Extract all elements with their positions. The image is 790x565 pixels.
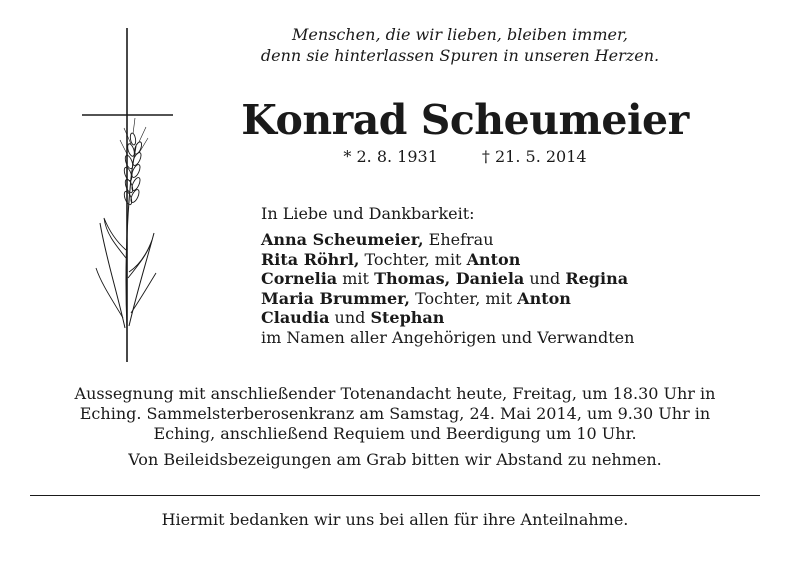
motto-line-2: denn sie hinterlassen Spuren in unseren Herzen.: [260, 46, 660, 65]
family-row: [261, 289, 721, 309]
family-child-name: Regina: [565, 269, 629, 288]
family-partner-name: Anton: [466, 249, 521, 269]
service-info-line-3: Eching, anschließend Requiem und Beerdigung um 10 Uhr.: [153, 424, 637, 443]
family-closing: im Namen aller Angehörigen und Verwandten: [261, 327, 635, 347]
family-child-name: Stephan: [370, 308, 445, 327]
family-member-name: Claudia: [261, 308, 330, 327]
family-children-names: Thomas, Daniela: [374, 269, 525, 288]
family-list: [261, 203, 721, 347]
service-info: [20, 384, 770, 470]
family-row: [261, 308, 721, 328]
family-partner-name: Anton: [517, 288, 571, 308]
family-member-name: Rita Röhrl,: [261, 249, 360, 269]
family-member-name: Maria Brummer,: [261, 288, 410, 308]
divider: [30, 495, 760, 496]
family-relation: Ehefrau: [423, 230, 494, 249]
family-relation: Tochter, mit: [409, 288, 518, 308]
motto: [200, 24, 720, 66]
thanks-line: Hiermit bedanken wir uns bei allen für ihre Anteilnahme.: [161, 510, 629, 529]
condolence-note: Von Beileidsbezeigungen am Grab bitten wir Abstand zu nehmen.: [128, 450, 662, 469]
family-relation: Tochter, mit: [359, 249, 467, 269]
family-relation: mit: [337, 269, 375, 288]
family-row: [261, 250, 721, 270]
family-connector: und: [329, 308, 371, 327]
life-dates: [200, 146, 730, 168]
motto-line-1: Menschen, die wir lieben, bleiben immer,: [292, 25, 628, 44]
service-info-line-1: Aussegnung mit anschließender Totenandacht heute, Freitag, um 18.30 Uhr in: [74, 384, 716, 403]
family-row: [261, 269, 721, 289]
birth-date: * 2. 8. 1931: [343, 147, 438, 166]
family-intro: In Liebe und Dankbarkeit:: [261, 204, 475, 223]
deceased-name: Konrad Scheumeier: [241, 96, 689, 144]
family-row: [261, 230, 721, 250]
family-member-name: Anna Scheumeier,: [261, 230, 424, 249]
death-date: † 21. 5. 2014: [481, 147, 587, 166]
cross-with-wheat-icon: [76, 28, 186, 364]
family-connector: und: [524, 269, 566, 288]
service-info-line-2: Eching. Sammelsterberosenkranz am Samstag, 24. Mai 2014, um 9.30 Uhr in: [79, 404, 711, 423]
family-member-name: Cornelia: [261, 269, 338, 288]
